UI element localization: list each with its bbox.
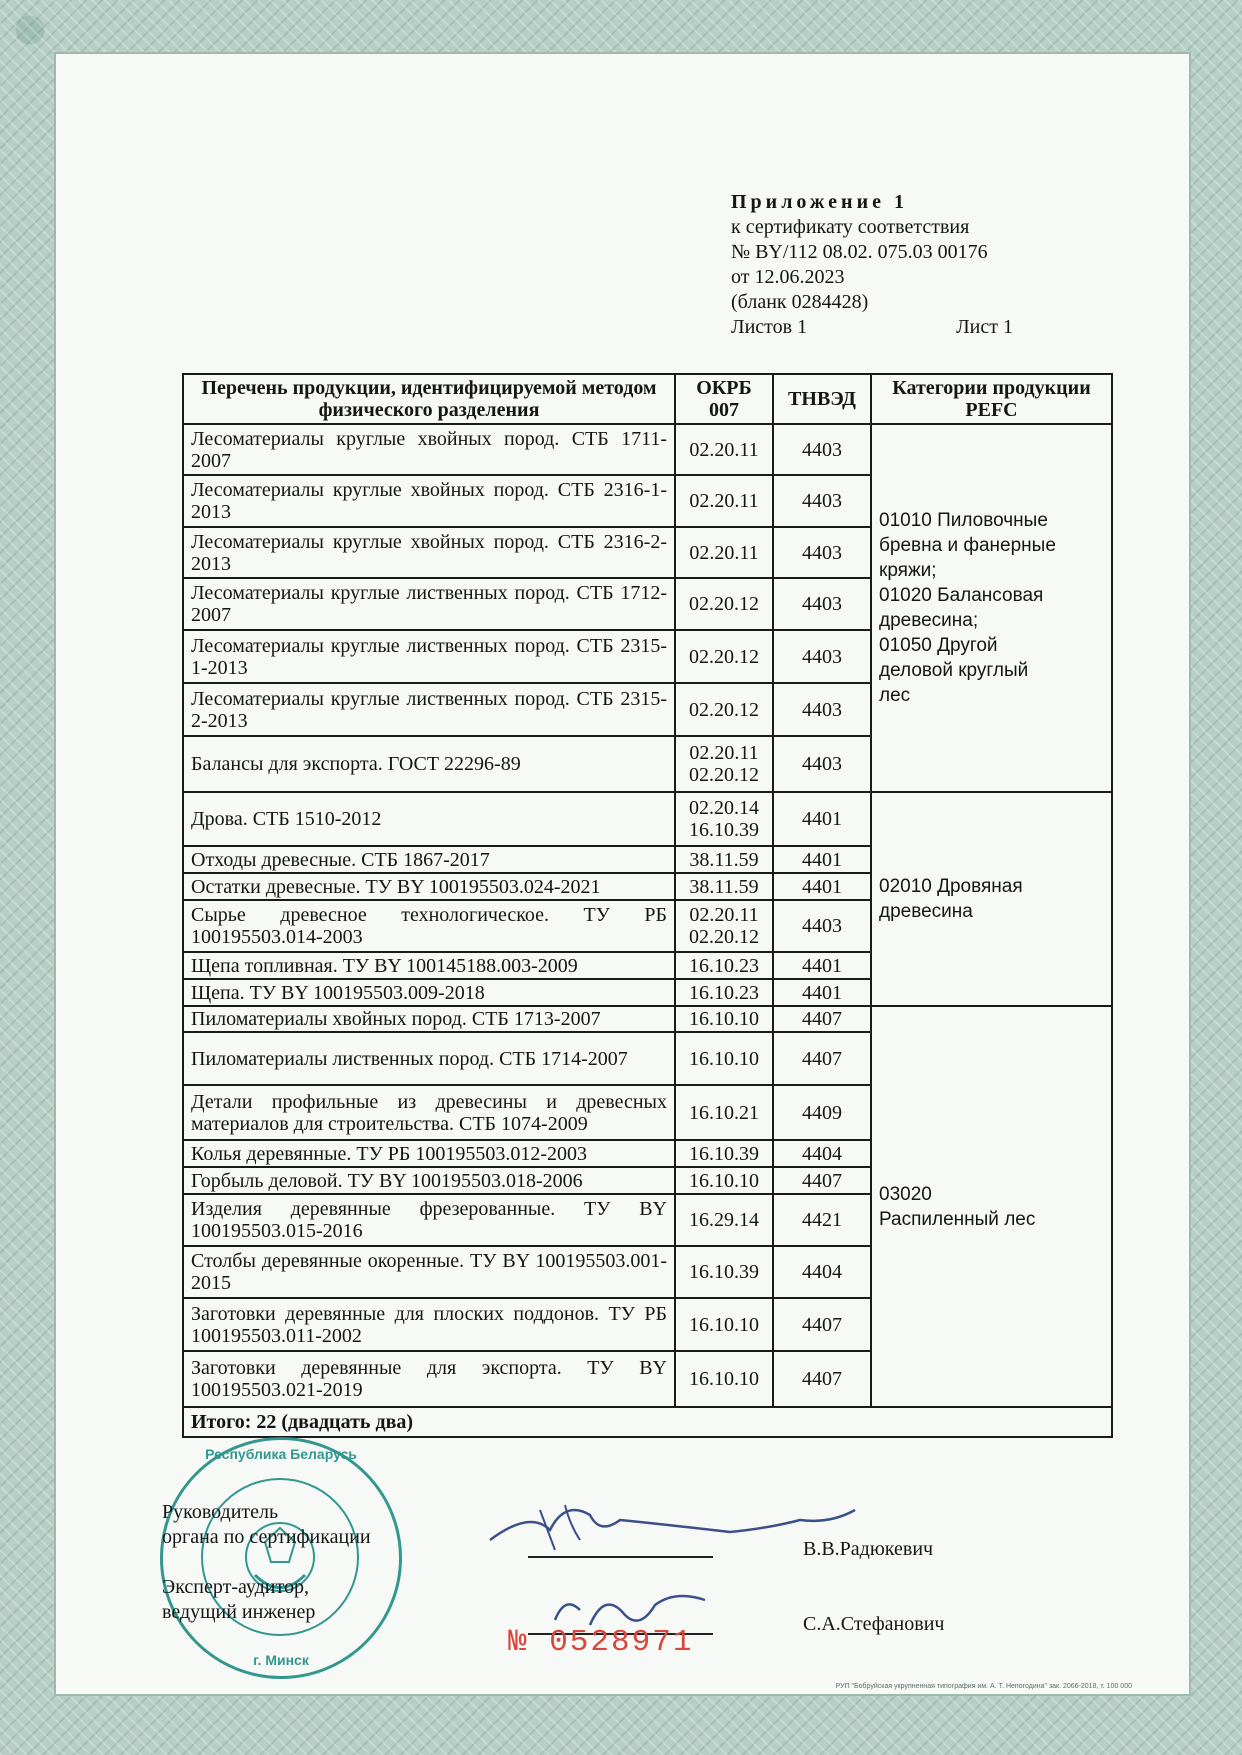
product-name: Щепа топливная. ТУ BY 100145188.003-2009 <box>183 952 675 979</box>
product-name: Изделия деревянные фрезерованные. ТУ BY 100195503.015-2016 <box>183 1194 675 1246</box>
sheet-number: Лист 1 <box>956 316 1013 338</box>
product-name: Заготовки деревянные для экспорта. ТУ BY 100195503.021-2019 <box>183 1351 675 1407</box>
table-row <box>183 424 1112 475</box>
expert-auditor-label <box>162 1575 315 1625</box>
okrb-code <box>675 736 773 792</box>
product-name: Балансы для экспорта. ГОСТ 22296-89 <box>183 736 675 792</box>
okrb-code: 16.10.23 <box>675 952 773 979</box>
table-header-row <box>183 374 1112 424</box>
product-name: Колья деревянные. ТУ РБ 100195503.012-2003 <box>183 1140 675 1167</box>
product-name: Столбы деревянные окоренные. ТУ BY 100195503.001-2015 <box>183 1246 675 1298</box>
okrb-code <box>675 900 773 952</box>
tnved-code: 4401 <box>773 979 871 1006</box>
product-name: Пиломатериалы лиственных пород. СТБ 1714-2007 <box>183 1032 675 1085</box>
product-name: Лесоматериалы круглые лиственных пород. СТБ 2315-2-2013 <box>183 683 675 736</box>
certificate-number: № BY/112 08.02. 075.03 00176 <box>731 241 988 263</box>
total-count: Итого: 22 (двадцать два) <box>183 1407 1112 1437</box>
tnved-code: 4404 <box>773 1246 871 1298</box>
product-name: Заготовки деревянные для плоских поддонов. ТУ РБ 100195503.011-2002 <box>183 1298 675 1351</box>
okrb-code: 16.10.10 <box>675 1167 773 1194</box>
category-line: бревна и фанерные <box>879 535 1056 556</box>
category-line: 01050 Другой <box>879 635 998 656</box>
head-label-line: органа по сертификации <box>162 1526 371 1548</box>
product-name: Лесоматериалы круглые хвойных пород. СТБ 2316-1-2013 <box>183 475 675 527</box>
category-line: деловой круглый <box>879 660 1029 681</box>
category-line: Распиленный лес <box>879 1208 1036 1230</box>
header-pefc-category: Категории продукции PEFC <box>871 374 1112 424</box>
tnved-code: 4403 <box>773 475 871 527</box>
category-line: 02010 Дровяная <box>879 876 1023 897</box>
pefc-category-fuelwood <box>871 792 1112 1006</box>
header-tnved: ТНВЭД <box>773 374 871 424</box>
okrb-code: 16.29.14 <box>675 1194 773 1246</box>
tnved-code: 4401 <box>773 846 871 873</box>
category-line: 01010 Пиловочные <box>879 510 1048 531</box>
okrb-code: 16.10.23 <box>675 979 773 1006</box>
product-name: Лесоматериалы круглые хвойных пород. СТБ 2316-2-2013 <box>183 527 675 578</box>
blank-number: (бланк 0284428) <box>731 291 869 313</box>
category-line: 01020 Балансовая <box>879 585 1044 606</box>
product-name: Щепа. ТУ BY 100195503.009-2018 <box>183 979 675 1006</box>
table-row <box>183 1006 1112 1032</box>
product-name: Пиломатериалы хвойных пород. СТБ 1713-2007 <box>183 1006 675 1032</box>
tnved-code: 4401 <box>773 952 871 979</box>
tnved-code: 4403 <box>773 578 871 630</box>
okrb-code-line: 02.20.11 <box>689 742 759 764</box>
okrb-code: 02.20.11 <box>675 424 773 475</box>
sheet-info <box>731 315 1061 340</box>
okrb-code: 02.20.12 <box>675 683 773 736</box>
tnved-code: 4407 <box>773 1032 871 1085</box>
expert-label-line: ведущий инженер <box>162 1601 316 1623</box>
category-line: древесина <box>879 901 973 922</box>
product-name: Отходы древесные. СТБ 1867-2017 <box>183 846 675 873</box>
tnved-code: 4403 <box>773 424 871 475</box>
tnved-code: 4407 <box>773 1298 871 1351</box>
tnved-code: 4403 <box>773 683 871 736</box>
okrb-code <box>675 792 773 846</box>
sheets-total: Листов 1 <box>731 316 808 338</box>
tnved-code: 4421 <box>773 1194 871 1246</box>
okrb-code: 16.10.10 <box>675 1351 773 1407</box>
header-product-list: Перечень продукции, идентифицируемой методом физического разделения <box>183 374 675 424</box>
okrb-code-line: 02.20.12 <box>689 764 759 786</box>
tnved-code: 4401 <box>773 873 871 900</box>
okrb-code: 16.10.39 <box>675 1140 773 1167</box>
official-stamp <box>160 1437 402 1679</box>
okrb-code: 16.10.39 <box>675 1246 773 1298</box>
okrb-code: 38.11.59 <box>675 846 773 873</box>
okrb-code: 02.20.12 <box>675 578 773 630</box>
okrb-code: 02.20.11 <box>675 527 773 578</box>
header-okrb: ОКРБ 007 <box>675 374 773 424</box>
product-name: Сырье древесное технологическое. ТУ РБ 100195503.014-2003 <box>183 900 675 952</box>
expert-name: С.А.Стефанович <box>803 1613 945 1635</box>
tnved-code: 4407 <box>773 1167 871 1194</box>
tnved-code: 4407 <box>773 1006 871 1032</box>
serial-number: № 0528971 <box>508 1625 694 1660</box>
okrb-code: 16.10.10 <box>675 1298 773 1351</box>
category-line: лес <box>879 685 911 706</box>
okrb-code: 16.10.10 <box>675 1006 773 1032</box>
category-line: кряжи; <box>879 560 937 581</box>
product-name: Остатки древесные. ТУ BY 100195503.024-2021 <box>183 873 675 900</box>
okrb-code-line: 02.20.12 <box>689 926 759 948</box>
certificate-date: от 12.06.2023 <box>731 266 845 288</box>
tnved-code: 4401 <box>773 792 871 846</box>
head-label-line: Руководитель <box>162 1501 279 1523</box>
tnved-code: 4403 <box>773 527 871 578</box>
expert-label-line: Эксперт-аудитор, <box>162 1576 309 1598</box>
okrb-code-line: 02.20.11 <box>689 904 759 926</box>
appendix-to-certificate: к сертификату соответствия <box>731 216 970 238</box>
okrb-code-line: 02.20.14 <box>689 797 759 819</box>
table-row <box>183 792 1112 846</box>
pefc-category-roundwood <box>871 424 1112 792</box>
category-line: древесина; <box>879 610 979 631</box>
head-name: В.В.Радюкевич <box>803 1538 934 1560</box>
total-row <box>183 1407 1112 1437</box>
tnved-code: 4403 <box>773 736 871 792</box>
product-name: Лесоматериалы круглые лиственных пород. СТБ 1712-2007 <box>183 578 675 630</box>
product-name: Дрова. СТБ 1510-2012 <box>183 792 675 846</box>
products-table <box>182 373 1113 1438</box>
printer-note: РУП "Бобруйская укрупненная типография им. А. Т. Непогодина" зак. 2066-2018, т. 100 000 <box>835 1683 1132 1690</box>
pefc-category-sawnwood <box>871 1006 1112 1407</box>
product-name: Горбыль деловой. ТУ BY 100195503.018-2006 <box>183 1167 675 1194</box>
tnved-code: 4407 <box>773 1351 871 1407</box>
tnved-code: 4404 <box>773 1140 871 1167</box>
okrb-code: 02.20.11 <box>675 475 773 527</box>
appendix-title: Приложение 1 <box>731 191 908 213</box>
appendix-header <box>731 190 1061 340</box>
okrb-code-line: 16.10.39 <box>689 819 759 841</box>
tnved-code: 4409 <box>773 1085 871 1140</box>
product-name: Детали профильные из древесины и древесных материалов для строительства. СТБ 1074-2009 <box>183 1085 675 1140</box>
product-name: Лесоматериалы круглые лиственных пород. СТБ 2315-1-2013 <box>183 630 675 683</box>
product-name: Лесоматериалы круглые хвойных пород. СТБ 1711-2007 <box>183 424 675 475</box>
stamp-bottom-text: г. Минск <box>253 1652 309 1668</box>
okrb-code: 02.20.12 <box>675 630 773 683</box>
category-line: 03020 <box>879 1183 932 1205</box>
okrb-code: 16.10.10 <box>675 1032 773 1085</box>
head-of-certification-label <box>162 1500 371 1550</box>
okrb-code: 38.11.59 <box>675 873 773 900</box>
stamp-top-text: Республика Беларусь <box>205 1446 357 1462</box>
okrb-code: 16.10.21 <box>675 1085 773 1140</box>
tnved-code: 4403 <box>773 630 871 683</box>
tnved-code: 4403 <box>773 900 871 952</box>
